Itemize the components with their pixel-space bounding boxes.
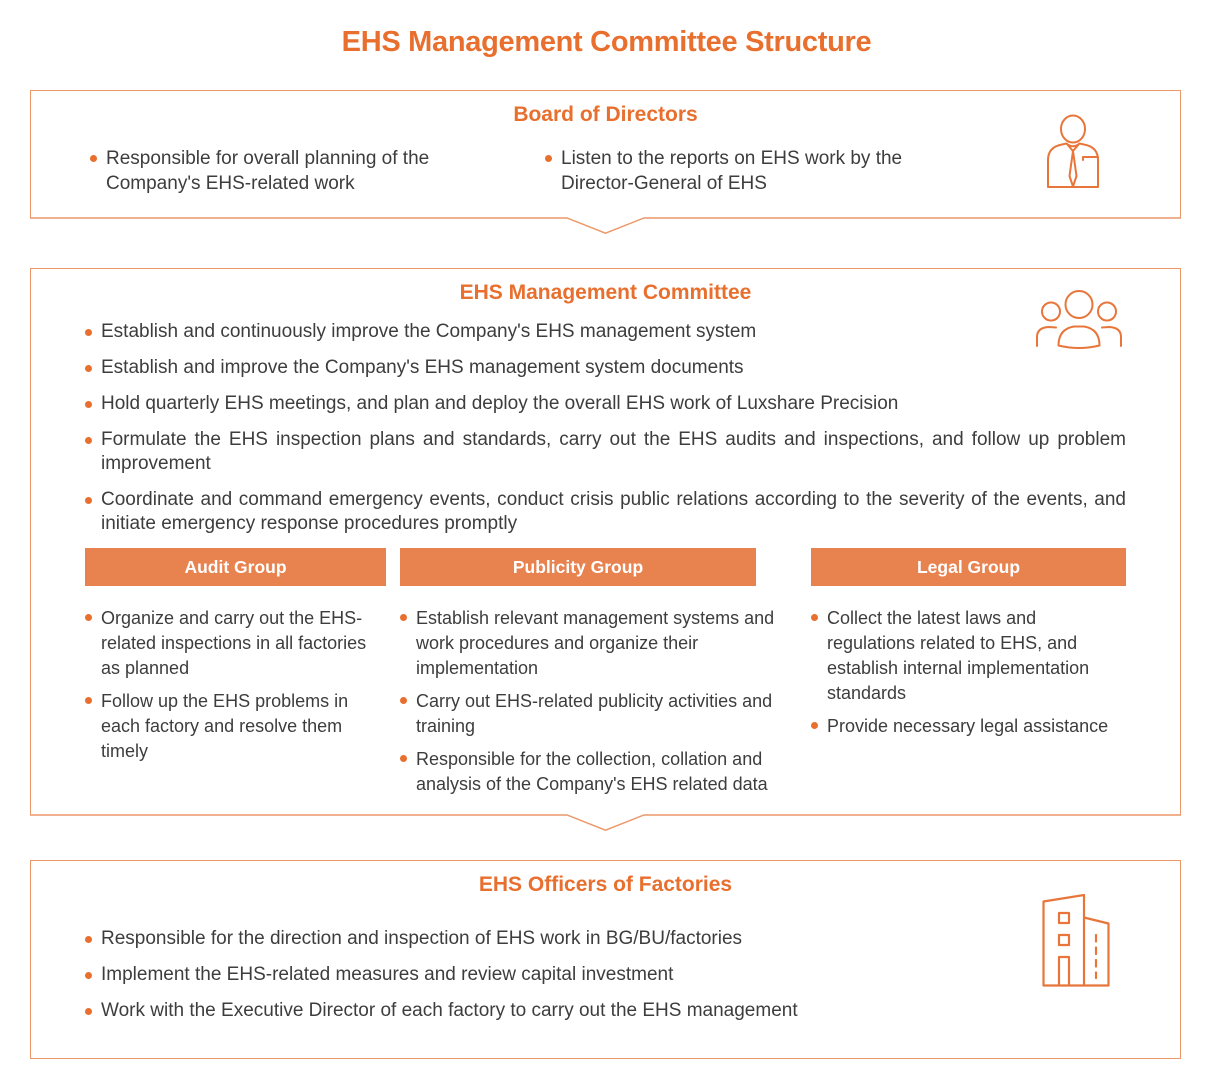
audit-group-header: Audit Group: [85, 548, 386, 586]
publicity-group-header: Publicity Group: [400, 548, 756, 586]
legal-bullet-1: [811, 606, 1126, 706]
bullet-text: Follow up the EHS problems in each factory and resolve them timely: [101, 691, 349, 761]
bullet-dot: [85, 365, 92, 372]
bullet-text: Work with the Executive Director of each factory to carry out the EHS management: [101, 1000, 798, 1021]
bullet-dot: [811, 722, 818, 729]
committee-bullet-4: [85, 428, 1126, 476]
bullet-dot: [400, 755, 407, 762]
bullet-dot: [85, 972, 92, 979]
committee-section-title: EHS Management Committee: [459, 281, 752, 304]
page-title: EHS Management Committee Structure: [341, 26, 872, 58]
bullet-text: Provide necessary legal assistance: [827, 716, 1109, 736]
bullet-dot: [85, 329, 92, 336]
bullet-text: Formulate the EHS inspection plans and standards, carry out the EHS audits and inspections, and follow up problem improvement: [101, 429, 1126, 474]
bullet-dot: [85, 936, 92, 943]
factories-bullet-3: [85, 999, 1126, 1023]
factories-bullet-1: [85, 927, 1126, 951]
bullet-text: Establish and continuously improve the Company's EHS management system: [101, 321, 757, 342]
audit-group: [85, 548, 386, 805]
committee-bullet-2: [85, 356, 1126, 380]
bullet-dot: [90, 155, 97, 162]
bullet-text: Implement the EHS-related measures and review capital investment: [101, 964, 674, 985]
bullet-text: Establish and improve the Company's EHS management system documents: [101, 357, 744, 378]
factories-section-title: EHS Officers of Factories: [478, 873, 733, 896]
legal-group-header: Legal Group: [811, 548, 1126, 586]
ehs-officers-of-factories-section: [30, 860, 1181, 1059]
bullet-dot: [400, 614, 407, 621]
bullet-dot: [85, 1008, 92, 1015]
chevron-down-connector: [30, 217, 1181, 234]
building-icon: [1042, 894, 1110, 992]
bullet-dot: [400, 697, 407, 704]
bullet-text: Establish relevant management systems and work procedures and organize their implementation: [416, 608, 775, 678]
bullet-text: Hold quarterly EHS meetings, and plan and deploy the overall EHS work of Luxshare Precision: [101, 393, 899, 414]
publicity-group: [400, 548, 775, 805]
publicity-bullet-1: [400, 606, 775, 681]
bullet-dot: [811, 614, 818, 621]
bullet-text: Responsible for the direction and inspection of EHS work in BG/BU/factories: [101, 928, 743, 949]
people-icon: [1035, 288, 1123, 355]
board-bullet-1: [90, 146, 442, 196]
bullet-text: Responsible for the collection, collation and analysis of the Company's EHS related data: [416, 749, 768, 794]
board-section-title: Board of Directors: [513, 103, 698, 126]
bullet-text: Listen to the reports on EHS work by the Director-General of EHS: [561, 148, 903, 194]
bullet-text: Responsible for overall planning of the Company's EHS-related work: [106, 148, 430, 194]
bullet-dot: [85, 437, 92, 444]
committee-bullet-5: [85, 488, 1126, 536]
bullet-dot: [85, 697, 92, 704]
audit-bullet-1: [85, 606, 386, 681]
audit-bullet-2: [85, 689, 386, 764]
legal-bullet-2: [811, 714, 1126, 739]
legal-group: [811, 548, 1126, 805]
bullet-text: Carry out EHS-related publicity activities and training: [416, 691, 773, 736]
committee-bullets: [85, 320, 1126, 536]
committee-bullet-3: [85, 392, 1126, 416]
ehs-management-committee-section: [30, 268, 1181, 815]
factories-bullet-2: [85, 963, 1126, 987]
committee-bullet-1: [85, 320, 1126, 344]
publicity-bullet-3: [400, 747, 775, 797]
bullet-text: Collect the latest laws and regulations related to EHS, and establish internal implementation standards: [827, 608, 1090, 703]
bullet-dot: [85, 614, 92, 621]
factories-bullets: [31, 927, 1180, 1023]
bullet-text: Coordinate and command emergency events, conduct crisis public relations according to the severity of the events, and initiate emergency response procedures promptly: [101, 489, 1126, 534]
person-icon: [1044, 113, 1102, 194]
bullet-dot: [545, 155, 552, 162]
bullet-dot: [85, 497, 92, 504]
publicity-bullet-2: [400, 689, 775, 739]
board-of-directors-section: [30, 90, 1181, 218]
subgroups-row: [85, 548, 1126, 805]
bullet-dot: [85, 401, 92, 408]
bullet-text: Organize and carry out the EHS-related inspections in all factories as planned: [101, 608, 367, 678]
chevron-down-connector: [30, 814, 1181, 831]
board-bullet-2: [545, 146, 945, 196]
